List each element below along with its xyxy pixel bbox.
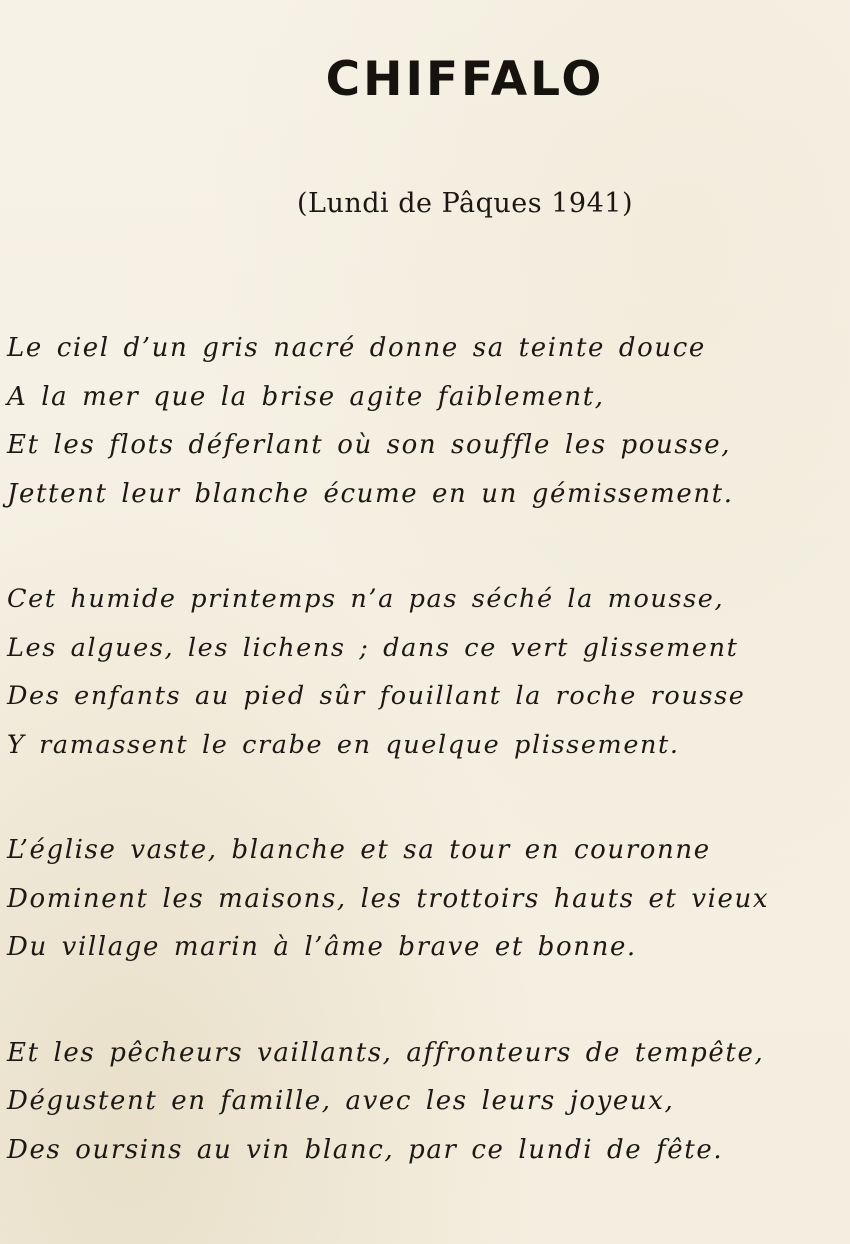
stanza xyxy=(7,826,845,972)
verse-line: Des enfants au pied sûr fouillant la roche rousse xyxy=(7,681,746,711)
verse-line: Dominent les maisons, les trottoirs hauts et vieux xyxy=(7,883,770,914)
verse-line: Cet humide printemps n’a pas séché la mousse, xyxy=(7,584,725,614)
poem-title: CHIFFALO xyxy=(325,52,605,107)
verse-line: Et les pêcheurs vaillants, affronteurs de tempête, xyxy=(7,1037,765,1068)
verse-line: Jettent leur blanche écume en un gémissement. xyxy=(7,478,734,509)
stanza xyxy=(7,1029,845,1175)
verse-line: Les algues, les lichens ; dans ce vert glissement xyxy=(7,632,739,663)
verse-line: Le ciel d’un gris nacré donne sa teinte douce xyxy=(7,333,706,363)
stanza xyxy=(7,324,845,518)
verse-line: L’église vaste, blanche et sa tour en couronne xyxy=(7,835,711,865)
verse-line: Et les flots déferlant où son souffle les pousse, xyxy=(7,430,732,460)
verse-line: Y ramassent le crabe en quelque plissement. xyxy=(7,729,680,760)
verse-line: Des oursins au vin blanc, par ce lundi de fête. xyxy=(7,1134,724,1165)
verse-line: A la mer que la brise agite faiblement, xyxy=(7,381,605,412)
poem-subtitle: (Lundi de Pâques 1941) xyxy=(297,188,633,219)
poem-body xyxy=(7,324,845,1231)
stanza xyxy=(7,575,845,769)
verse-line: Du village marin à l’âme brave et bonne. xyxy=(7,932,637,962)
verse-line: Dégustent en famille, avec les leurs joyeux, xyxy=(7,1086,675,1116)
